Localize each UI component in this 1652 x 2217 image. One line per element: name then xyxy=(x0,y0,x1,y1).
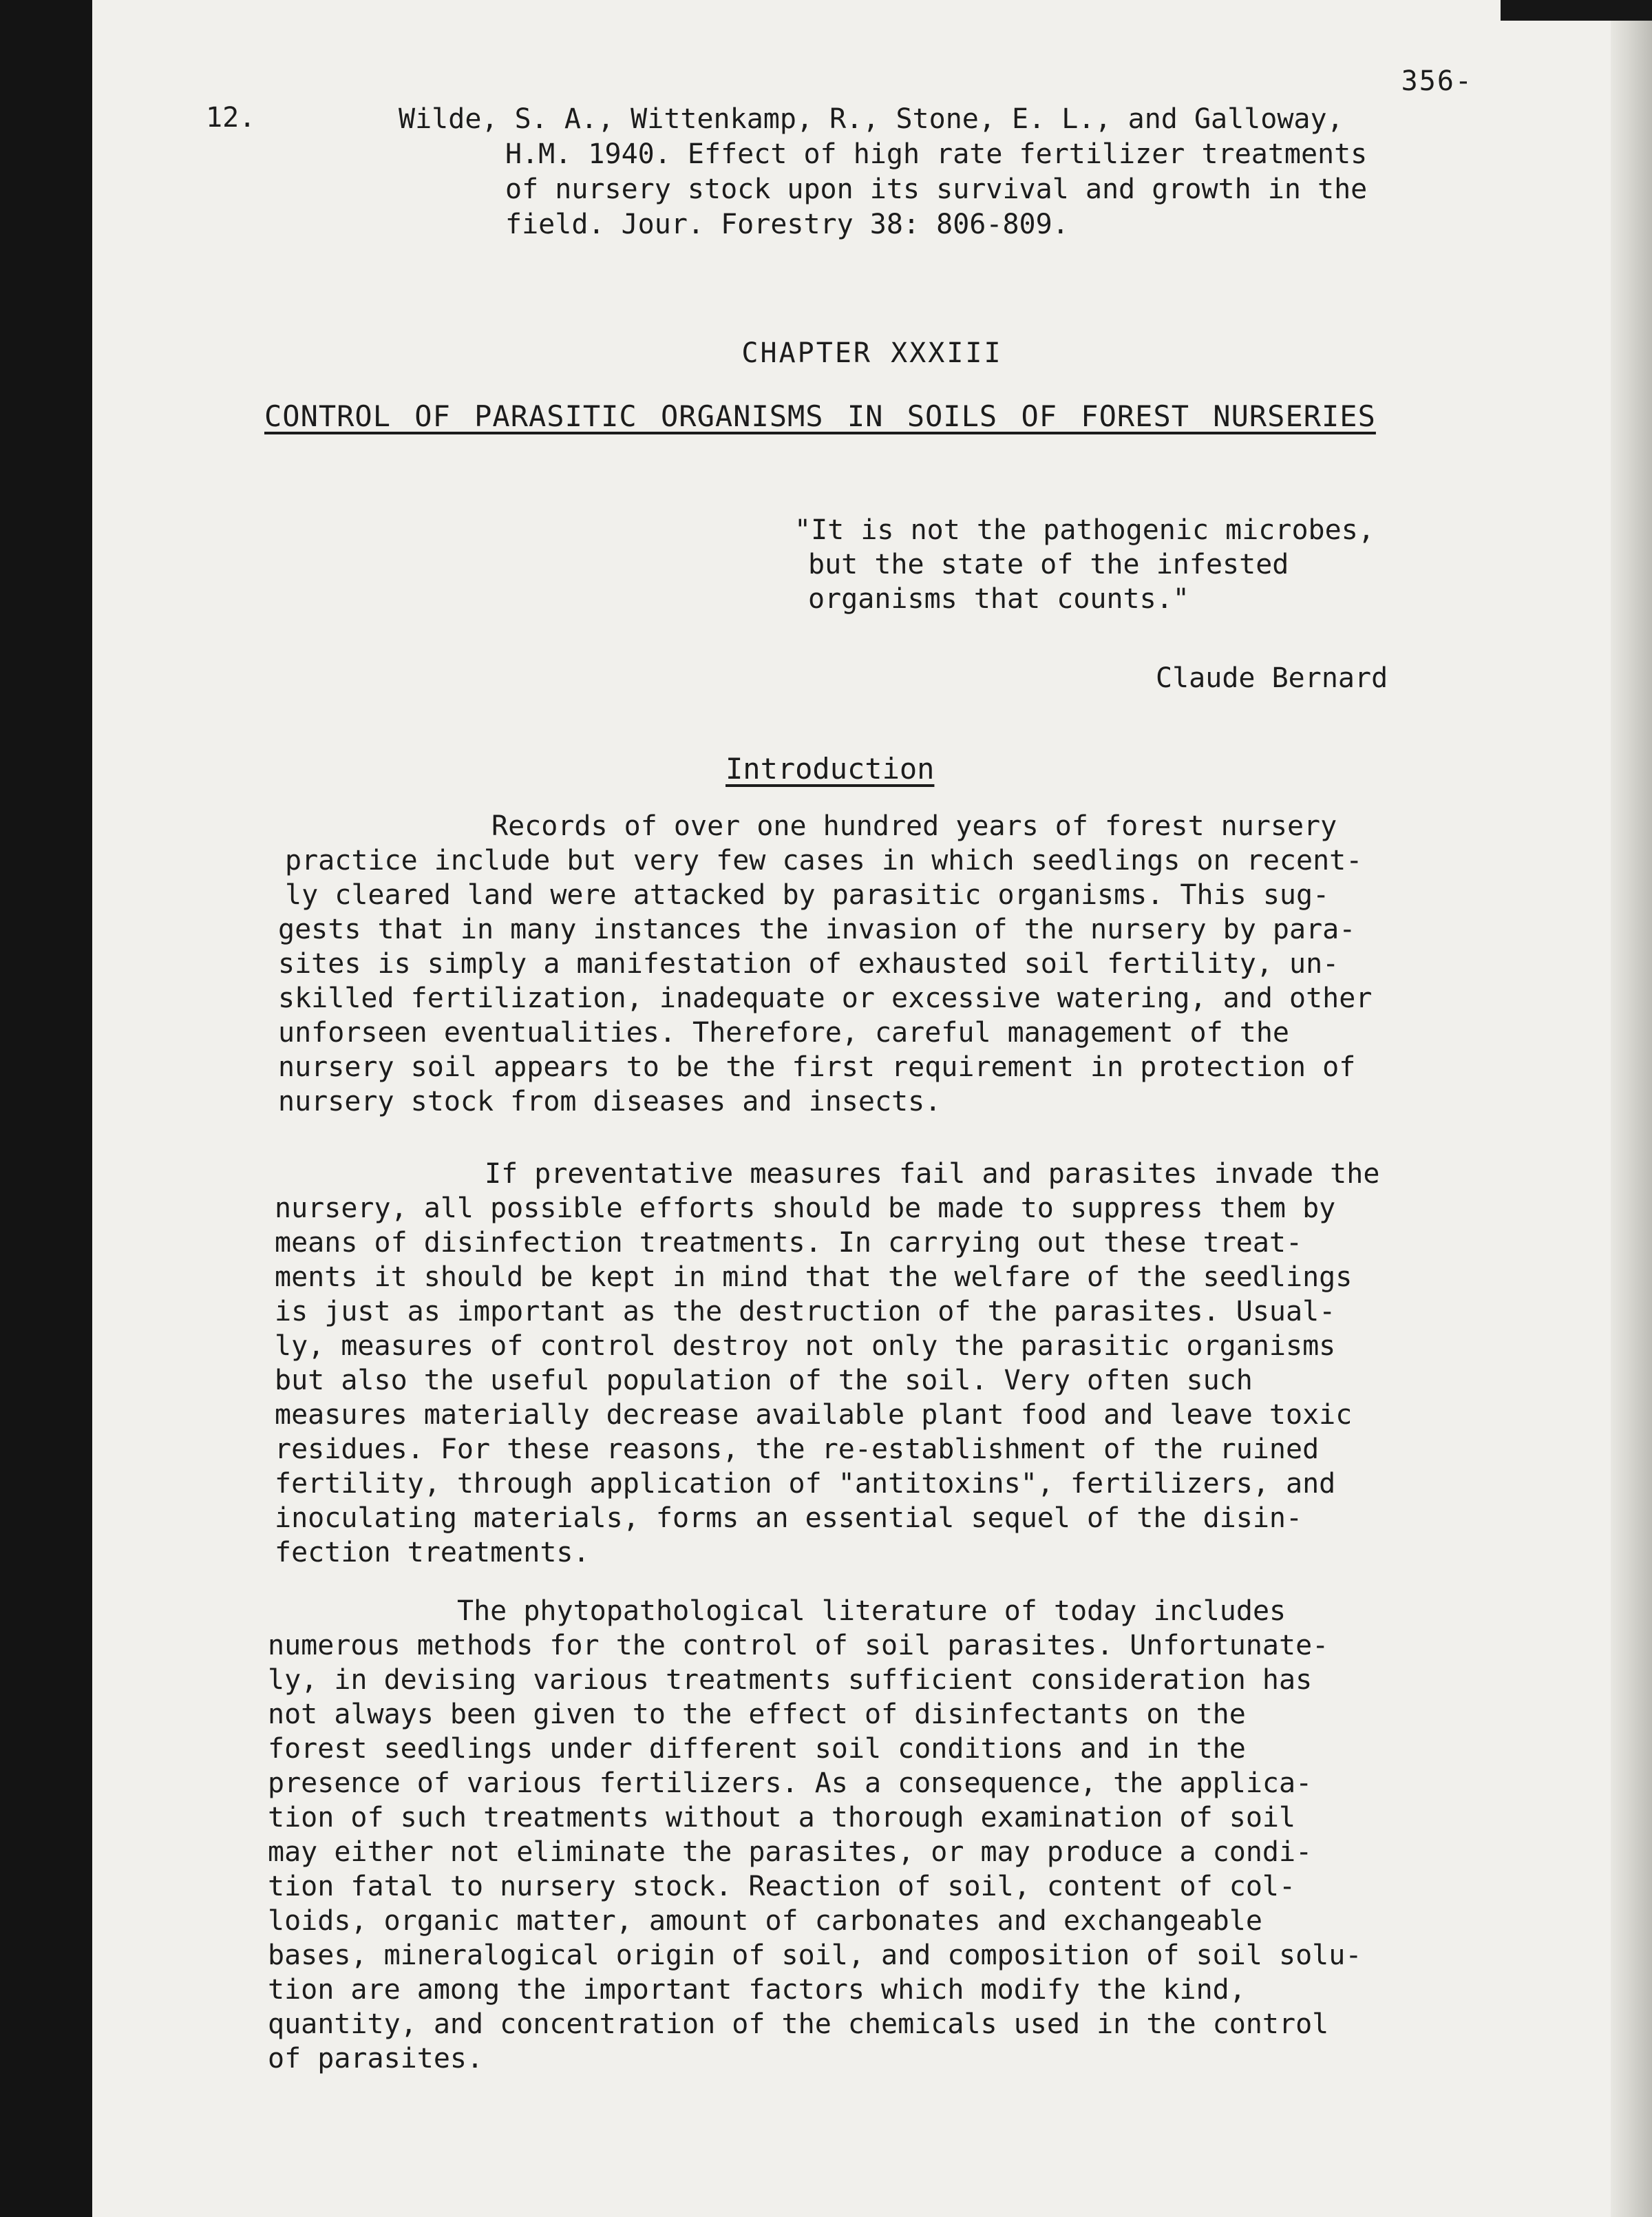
paragraph xyxy=(182,1157,1607,1570)
paragraph-line: tion of such treatments without a thorough examination of soil xyxy=(268,1802,1296,1834)
reference-line: Wilde, S. A., Wittenkamp, R., Stone, E. L., and Galloway, xyxy=(399,103,1344,135)
paragraph-line: residues. For these reasons, the re-establishment of the ruined xyxy=(275,1433,1320,1465)
scan-border xyxy=(1501,0,1652,21)
page-edge xyxy=(1611,0,1652,2217)
paragraph-line: fection treatments. xyxy=(275,1537,590,1568)
chapter-number: CHAPTER XXXIII xyxy=(741,337,1003,369)
paragraph-line: tion fatal to nursery stock. Reaction of soil, content of col- xyxy=(268,1871,1296,1902)
section-title: Introduction xyxy=(726,752,935,786)
quote-author: Claude Bernard xyxy=(1156,662,1388,694)
paragraph-line: quantity, and concentration of the chemicals used in the control xyxy=(268,2008,1329,2040)
paragraph-line: measures materially decrease available plant food and leave toxic xyxy=(275,1399,1353,1431)
paragraph-line: numerous methods for the control of soil parasites. Unfortunate- xyxy=(268,1630,1329,1661)
paragraph-line: forest seedlings under different soil conditions and in the xyxy=(268,1733,1246,1765)
paragraph-line: nursery, all possible efforts should be made to suppress them by xyxy=(275,1192,1336,1224)
paragraph-line: sites is simply a manifestation of exhausted soil fertility, un- xyxy=(278,948,1339,980)
paragraph-line: tion are among the important factors which modify the kind, xyxy=(268,1974,1246,2006)
epigraph-quote xyxy=(794,513,1552,616)
paragraph-line: ly cleared land were attacked by parasitic organisms. This sug- xyxy=(285,879,1330,911)
quote-line: organisms that counts." xyxy=(808,583,1189,615)
paragraph-line: ly, measures of control destroy not only the parasitic organisms xyxy=(275,1330,1336,1362)
paragraph-line: but also the useful population of the soil. Very often such xyxy=(275,1365,1253,1396)
paragraph-line: Records of over one hundred years of forest nursery xyxy=(491,810,1337,842)
reference-line: of nursery stock upon its survival and growth in the xyxy=(505,174,1368,205)
paragraph-line: If preventative measures fail and parasites invade the xyxy=(485,1158,1380,1190)
paragraph-line: gests that in many instances the invasion of the nursery by para- xyxy=(278,914,1356,945)
paragraph-line: ly, in devising various treatments sufficient consideration has xyxy=(268,1664,1313,1696)
paragraph-line: practice include but very few cases in which seedlings on recent- xyxy=(285,845,1363,876)
paragraph-line: not always been given to the effect of disinfectants on the xyxy=(268,1699,1246,1730)
paragraph xyxy=(182,1594,1607,2076)
paragraph-line: fertility, through application of "antitoxins", fertilizers, and xyxy=(275,1468,1336,1500)
paragraph-line: of parasites. xyxy=(268,2043,484,2074)
paragraph-line: presence of various fertilizers. As a consequence, the applica- xyxy=(268,1767,1313,1799)
paragraph-line: unforseen eventualities. Therefore, careful management of the xyxy=(278,1017,1290,1049)
paragraph-line: ments it should be kept in mind that the welfare of the seedlings xyxy=(275,1261,1353,1293)
reference-line: H.M. 1940. Effect of high rate fertilizer treatments xyxy=(505,138,1368,170)
document-page xyxy=(92,0,1652,2217)
chapter-title: CONTROL OF PARASITIC ORGANISMS IN SOILS OF FOREST NURSERIES xyxy=(264,399,1376,433)
paragraph-line: The phytopathological literature of today includes xyxy=(457,1595,1286,1627)
paragraph-line: bases, mineralogical origin of soil, and composition of soil solu- xyxy=(268,1940,1362,1971)
paragraph-line: skilled fertilization, inadequate or excessive watering, and other xyxy=(278,983,1373,1014)
reference-number: 12. xyxy=(206,102,256,134)
paragraph-line: nursery stock from diseases and insects. xyxy=(278,1086,942,1117)
paragraph xyxy=(182,809,1607,1119)
paragraph-line: inoculating materials, forms an essential sequel of the disin- xyxy=(275,1502,1303,1534)
paragraph-line: is just as important as the destruction of the parasites. Usual- xyxy=(275,1296,1336,1327)
paragraph-line: nursery soil appears to be the first requirement in protection of xyxy=(278,1051,1356,1083)
reference-line: field. Jour. Forestry 38: 806-809. xyxy=(505,209,1069,240)
paragraph-line: loids, organic matter, amount of carbonates and exchangeable xyxy=(268,1905,1262,1937)
page-number: 356- xyxy=(1401,65,1473,97)
paragraph-line: may either not eliminate the parasites, or may produce a condi- xyxy=(268,1836,1313,1868)
quote-line: but the state of the infested xyxy=(808,549,1289,580)
quote-line: "It is not the pathogenic microbes, xyxy=(794,514,1375,546)
reference-entry xyxy=(92,102,1434,242)
paragraph-line: means of disinfection treatments. In carrying out these treat- xyxy=(275,1227,1303,1259)
